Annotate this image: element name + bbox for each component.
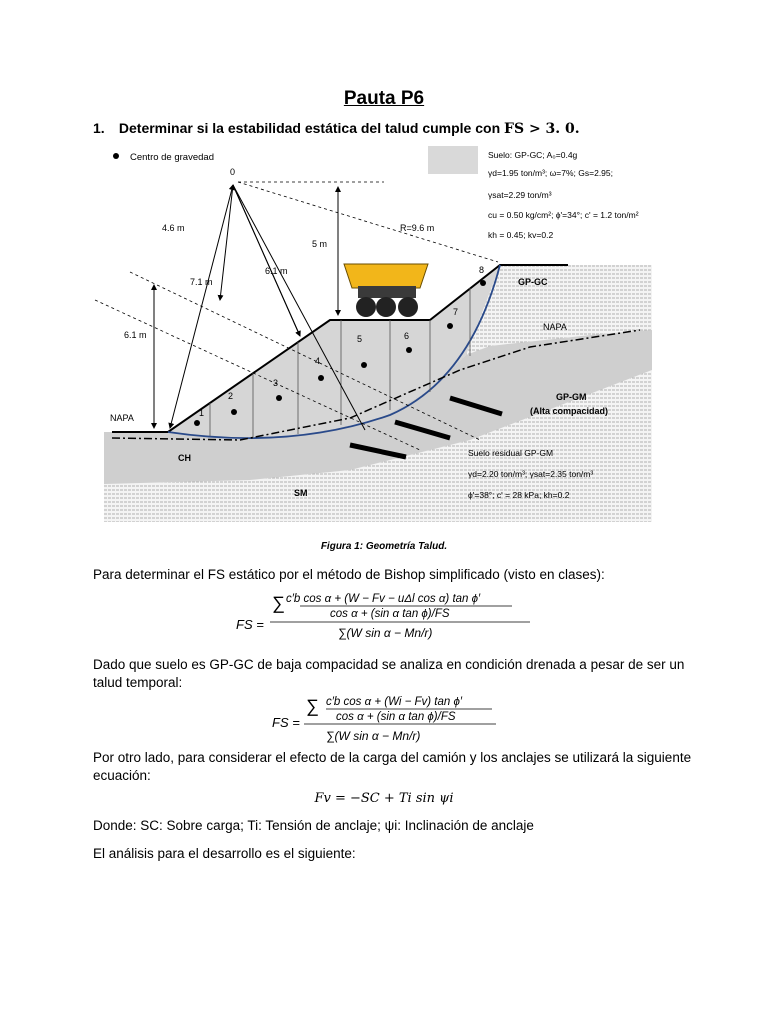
- slice-number: 1: [199, 408, 205, 418]
- equation-2: [0, 690, 768, 750]
- soil-line: kh = 0.45; kv=0.2: [488, 230, 554, 240]
- paragraph-2: Dado que suelo es GP-GC de baja compacidad se analiza en condición drenada a pesar de ser un talud temporal:: [93, 657, 685, 690]
- eq2-den: ∑(W sin α − Mn/r): [326, 729, 421, 743]
- slice-number: 5: [357, 334, 363, 344]
- soil-line: γd=1.95 ton/m³; ω=7%; Gs=2.95;: [488, 168, 613, 178]
- napa-right: NAPA: [543, 322, 567, 332]
- sigma-icon: ∑: [306, 696, 319, 716]
- soil-properties: [488, 150, 639, 240]
- question-condition: FS > 3. 0.: [504, 121, 580, 137]
- layer-gpgm-sub: (Alta compacidad): [530, 406, 609, 416]
- layer-sm: SM: [294, 488, 308, 498]
- soil-line: Suelo: GP-GC; A₀=0.4g: [488, 150, 578, 160]
- eq1-num: c′b cos α + (W − Fv − uΔl cos α) tan ϕ′: [286, 593, 481, 605]
- page-title: Pauta P6: [343, 88, 425, 109]
- center-label: 0: [230, 167, 236, 177]
- slice-number: 6: [404, 331, 410, 341]
- eq1-lhs: FS =: [236, 617, 264, 632]
- slice-number: 2: [228, 391, 234, 401]
- question-text: Determinar si la estabilidad estática del talud cumple con: [118, 120, 501, 136]
- eq1-den-inner: cos α + (sin α tan ϕ)/FS: [330, 608, 450, 620]
- eq2-den-inner: cos α + (sin α tan ϕ)/FS: [336, 711, 456, 723]
- figure-caption: Figura 1: Geometría Talud.: [320, 541, 448, 552]
- paragraph-1: Para determinar el FS estático por el método de Bishop simplificado (visto en clases):: [93, 567, 605, 582]
- truck-icon: [344, 264, 428, 317]
- sigma-icon: ∑: [272, 593, 285, 613]
- legend-bullet-icon: [113, 153, 119, 159]
- residual-line: Suelo residual GP-GM: [468, 448, 554, 458]
- radius-label: R=9.6 m: [400, 223, 435, 233]
- layer-gpgm: GP-GM: [556, 392, 587, 402]
- paragraph-4: Donde: SC: Sobre carga; Ti: Tensión de anclaje; ψi: Inclinación de anclaje: [93, 818, 534, 833]
- eq2-num: c′b cos α + (Wi − Fv) tan ϕ′: [326, 696, 463, 708]
- residual-line: γd=2.20 ton/m³; γsat=2.35 ton/m³: [468, 469, 594, 479]
- soil-line: cu = 0.50 kg/cm²; ϕ'=34°; c' = 1.2 ton/m²: [488, 210, 639, 220]
- eq2-lhs: FS =: [272, 715, 300, 730]
- question-number: 1.: [93, 120, 105, 136]
- equation-1: [0, 586, 768, 646]
- layer-ch: CH: [178, 453, 191, 463]
- napa-left: NAPA: [110, 413, 134, 423]
- slice-number: 7: [453, 307, 459, 317]
- residual-line: ϕ'=38°; c' = 28 kPa; kh=0.2: [468, 490, 570, 500]
- equation-3: Fv = −SC + Ti sin ψi: [314, 791, 454, 806]
- eq1-den: ∑(W sin α − Mn/r): [338, 626, 433, 640]
- dim-6-1-left: 6.1 m: [124, 330, 147, 340]
- slice-number: 8: [479, 265, 485, 275]
- soil-line: γsat=2.29 ton/m³: [488, 190, 552, 200]
- slice-number: 4: [315, 356, 321, 366]
- soil-swatch: [428, 146, 478, 174]
- dim-5: 5 m: [312, 239, 328, 249]
- slice-number: 3: [273, 378, 279, 388]
- layer-gpgc: GP-GC: [518, 277, 548, 287]
- paragraph-5: El análisis para el desarrollo es el siguiente:: [93, 846, 356, 861]
- paragraph-3: Por otro lado, para considerar el efecto de la carga del camión y los anclajes se utilizará la siguiente ecuación:: [93, 750, 692, 783]
- dim-6-1: 6.1 m: [265, 266, 288, 276]
- dim-7-1: 7.1 m: [190, 277, 213, 287]
- dim-4-6: 4.6 m: [162, 223, 185, 233]
- legend-label: Centro de gravedad: [130, 152, 214, 163]
